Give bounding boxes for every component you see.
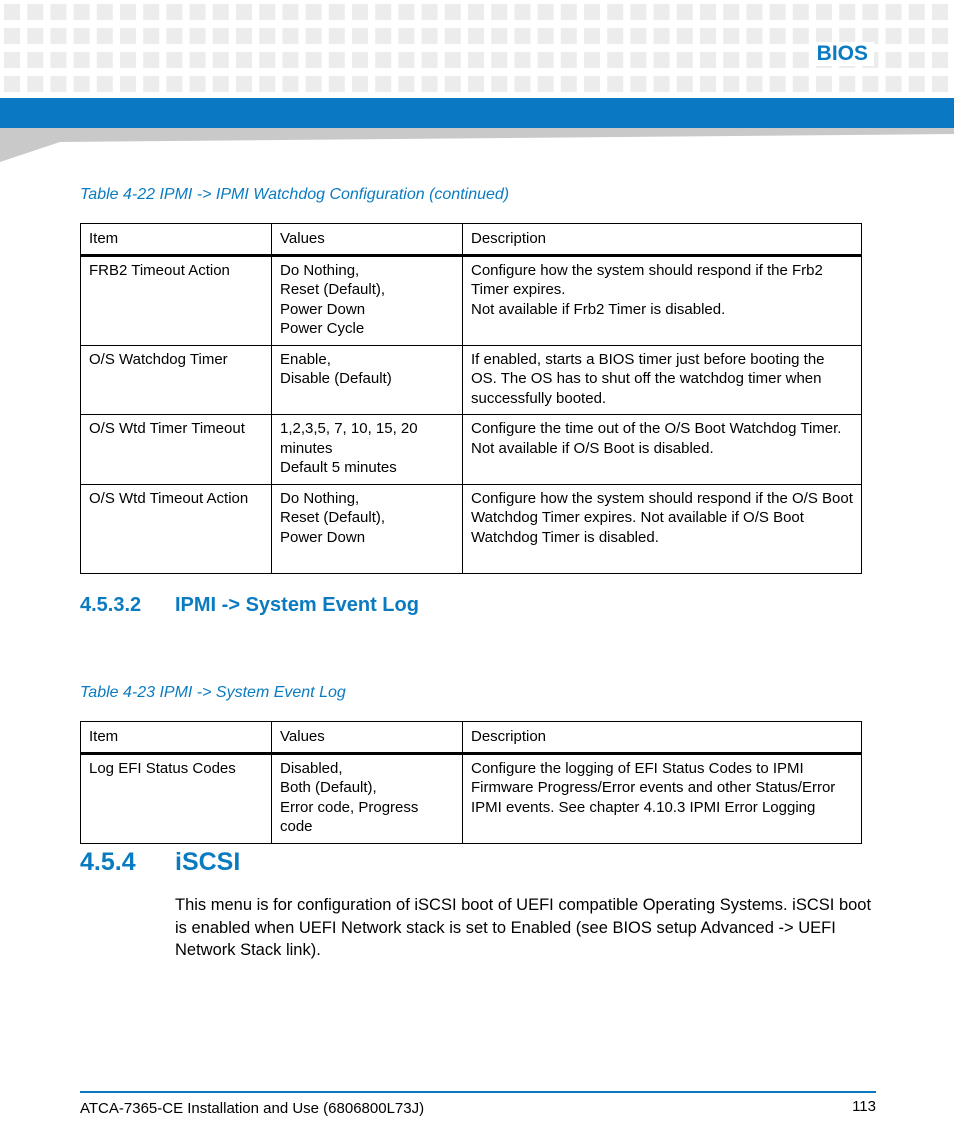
header-pattern-square [329, 28, 345, 44]
header-pattern-square [190, 4, 206, 20]
header-pattern-square [4, 76, 20, 92]
header-pattern-square [143, 52, 159, 68]
header-pattern-square [445, 52, 461, 68]
description-cell [463, 753, 862, 843]
column-header: Values [272, 224, 463, 256]
header-pattern-square [468, 4, 484, 20]
header-pattern-square [793, 4, 809, 20]
header-pattern-square [74, 52, 90, 68]
header-pattern-square [166, 4, 182, 20]
header-pattern-square [700, 28, 716, 44]
header-pattern-square [607, 28, 623, 44]
header-pattern-square [259, 76, 275, 92]
header-pattern-square [422, 76, 438, 92]
header-pattern-square [514, 52, 530, 68]
values-cell [272, 255, 463, 345]
header-pattern-square [770, 4, 786, 20]
header-pattern-square [97, 4, 113, 20]
header-pattern-square [97, 76, 113, 92]
header-pattern-square [561, 76, 577, 92]
value-line: Error code, Progress code [280, 798, 419, 835]
header-pattern-square [120, 76, 136, 92]
section-heading [80, 848, 240, 877]
header-pattern-square [932, 28, 948, 44]
header-pattern-square [120, 4, 136, 20]
header-pattern-square [236, 28, 252, 44]
header-pattern-square [143, 76, 159, 92]
header-pattern-square [213, 28, 229, 44]
header-pattern-square [375, 52, 391, 68]
header-pattern-square [445, 4, 461, 20]
section-body: This menu is for configuration of iSCSI boot of UEFI compatible Operating Systems. iSCSI boot is enabled when UEFI Network stack is set to Enabled (see BIOS setup Advanced -> UEFI Network Stack link). [175, 896, 872, 959]
header-pattern-square [491, 28, 507, 44]
values-cell [272, 484, 463, 573]
header-pattern-square [352, 4, 368, 20]
section-label: BIOS [811, 42, 874, 66]
header-pattern-square [654, 76, 670, 92]
header-pattern-square [468, 76, 484, 92]
header-pattern-square [190, 76, 206, 92]
description-cell [463, 484, 862, 573]
header-pattern-square [561, 4, 577, 20]
header-pattern-square [27, 76, 43, 92]
header-pattern-square [932, 4, 948, 20]
header-pattern-square [793, 52, 809, 68]
header-pattern-square [723, 28, 739, 44]
header-pattern-square [166, 76, 182, 92]
header-pattern-square [213, 4, 229, 20]
header-pattern-square [143, 28, 159, 44]
header-pattern-square [630, 28, 646, 44]
header-pattern-square [630, 4, 646, 20]
values-cell [272, 345, 463, 415]
section-heading [80, 594, 419, 617]
header-pattern-square [909, 76, 925, 92]
value-line: Reset (Default), [280, 509, 386, 526]
header-pattern-square [909, 4, 925, 20]
header-pattern-square [538, 28, 554, 44]
header-pattern-square [886, 76, 902, 92]
header-pattern-square [491, 76, 507, 92]
item-cell: FRB2 Timeout Action [81, 255, 272, 345]
header-pattern-square [74, 28, 90, 44]
header-pattern-square [677, 52, 693, 68]
header-pattern-square [909, 52, 925, 68]
header-pattern-square [398, 28, 414, 44]
header-pattern-square [120, 52, 136, 68]
header-pattern-square [746, 4, 762, 20]
value-line: Power Cycle [280, 320, 365, 337]
header-pattern-square [677, 28, 693, 44]
header-pattern-square [422, 28, 438, 44]
table-header-row [81, 224, 862, 256]
header-pattern-square [375, 28, 391, 44]
column-header: Values [272, 722, 463, 754]
header-pattern-square [329, 76, 345, 92]
header-pattern-square [584, 4, 600, 20]
header-pattern-square [236, 76, 252, 92]
header-pattern-square [445, 28, 461, 44]
header-pattern-square [468, 28, 484, 44]
header-pattern-square [491, 52, 507, 68]
header-pattern-square [120, 28, 136, 44]
value-line: Both (Default), [280, 779, 377, 796]
table-caption: Table 4-22 IPMI -> IPMI Watchdog Configuration (continued) [80, 186, 510, 203]
header-pattern-square [166, 52, 182, 68]
header-pattern-square [422, 4, 438, 20]
header-pattern-square [630, 76, 646, 92]
header-pattern-square [607, 76, 623, 92]
header-pattern-square [306, 28, 322, 44]
header-pattern-square [538, 76, 554, 92]
header-pattern-square [514, 4, 530, 20]
header-pattern-square [213, 52, 229, 68]
value-line: Default 5 minutes [280, 459, 397, 476]
header-pattern-square [770, 28, 786, 44]
header-pattern-square [50, 52, 66, 68]
header-pattern-square [27, 4, 43, 20]
watchdog-table [80, 223, 862, 574]
value-line: Enable, [280, 350, 331, 368]
table-row [81, 255, 862, 345]
header-pattern-square [352, 52, 368, 68]
header-pattern-square [398, 52, 414, 68]
header-pattern-square [445, 76, 461, 92]
header-pattern-square [282, 52, 298, 68]
header-pattern-square [97, 52, 113, 68]
header-pattern-square [398, 4, 414, 20]
description-line: Configure the logging of EFI Status Codes to IPMI Firmware Progress/Error events and other Status/Error IPMI events. See chapter 4.10.3 IPMI Error Logging [471, 759, 836, 816]
header-pattern-square [793, 28, 809, 44]
header-pattern-square [677, 4, 693, 20]
header-pattern-square [723, 52, 739, 68]
table-row [81, 345, 862, 415]
header-pattern-square [375, 4, 391, 20]
value-line: Power Down [280, 300, 366, 318]
description-cell [463, 415, 862, 485]
footer-document-title: ATCA-7365-CE Installation and Use (6806800L73J) [80, 1100, 425, 1117]
values-cell [272, 415, 463, 485]
header-pattern-square [886, 52, 902, 68]
description-cell [463, 255, 862, 345]
header-band [0, 98, 954, 128]
header-pattern-square [259, 4, 275, 20]
header-pattern-square [74, 76, 90, 92]
header-pattern-square [50, 76, 66, 92]
header-pattern-square [886, 4, 902, 20]
header-pattern-square [190, 52, 206, 68]
item-cell: Log EFI Status Codes [81, 753, 272, 843]
footer-rule [80, 1091, 876, 1093]
header-pattern-square [700, 76, 716, 92]
value-line: Do Nothing, [280, 261, 360, 279]
header-pattern-square [398, 76, 414, 92]
item-cell: O/S Wtd Timer Timeout [81, 415, 272, 485]
header-pattern-square [4, 28, 20, 44]
header-pattern-square [259, 52, 275, 68]
header-pattern-square [700, 4, 716, 20]
value-line: 1,2,3,5, 7, 10, 15, 20 minutes [280, 420, 418, 457]
value-line: Power Down [280, 528, 366, 546]
header-pattern-square [27, 52, 43, 68]
header-pattern-square [746, 52, 762, 68]
header-pattern-square [74, 4, 90, 20]
header-pattern-square [282, 4, 298, 20]
header-pattern-square [190, 28, 206, 44]
header-pattern-square [932, 52, 948, 68]
description-cell [463, 345, 862, 415]
header-pattern-square [375, 76, 391, 92]
description-line: If enabled, starts a BIOS timer just before booting the OS. The OS has to shut off the watchdog timer when successfully booted. [471, 350, 825, 407]
event-log-table [80, 721, 862, 844]
header-pattern-square [607, 4, 623, 20]
page-number: 113 [852, 1098, 876, 1115]
header-pattern-square [770, 76, 786, 92]
header-pattern-square [422, 52, 438, 68]
header-pattern-square [329, 4, 345, 20]
value-line: Disable (Default) [280, 370, 392, 387]
header-pattern-square [306, 4, 322, 20]
header-pattern-square [584, 28, 600, 44]
header-pattern-square [584, 76, 600, 92]
header-pattern-square [352, 76, 368, 92]
header-pattern-square [306, 52, 322, 68]
header-pattern-square [4, 52, 20, 68]
column-header: Item [81, 722, 272, 754]
header-pattern-square [723, 76, 739, 92]
header-pattern-square [166, 28, 182, 44]
table-header-row [81, 722, 862, 754]
description-line: Not available if O/S Boot is disabled. [471, 439, 714, 457]
header-pattern-square [654, 52, 670, 68]
column-header: Item [81, 224, 272, 256]
table-row [81, 484, 862, 573]
header-pattern-square [538, 52, 554, 68]
header-pattern-square [654, 4, 670, 20]
table-caption: Table 4-23 IPMI -> System Event Log [80, 684, 346, 701]
header-pattern-square [839, 76, 855, 92]
header-pattern-square [329, 52, 345, 68]
value-line: Do Nothing, [280, 489, 360, 507]
header-pattern-square [282, 76, 298, 92]
header-pattern-square [700, 52, 716, 68]
header-pattern-square [793, 76, 809, 92]
header-pattern-square [97, 28, 113, 44]
table-row [81, 415, 862, 485]
section-title: iSCSI [175, 848, 241, 876]
header-pattern-square [630, 52, 646, 68]
header-pattern-square [538, 4, 554, 20]
value-line: Reset (Default), [280, 281, 386, 298]
section-title: IPMI -> System Event Log [175, 594, 419, 616]
header-pattern-square [259, 28, 275, 44]
header-pattern-square [143, 4, 159, 20]
section-number: 4.5.4 [80, 848, 136, 876]
header-pattern-square [862, 4, 878, 20]
header-pattern-square [514, 76, 530, 92]
header-pattern-square [770, 52, 786, 68]
header-pattern-square [50, 28, 66, 44]
description-line: Not available if Frb2 Timer is disabled. [471, 300, 726, 318]
value-line: Disabled, [280, 759, 343, 777]
header-pattern-square [746, 28, 762, 44]
header-swoosh [0, 128, 954, 164]
header-pattern-square [584, 52, 600, 68]
table-row [81, 753, 862, 843]
header-pattern-square [282, 28, 298, 44]
item-cell: O/S Wtd Timeout Action [81, 484, 272, 573]
description-line: Configure the time out of the O/S Boot Watchdog Timer. [471, 420, 842, 437]
section-number: 4.5.3.2 [80, 594, 142, 616]
column-header: Description [463, 722, 862, 754]
description-line: Configure how the system should respond if the O/S Boot Watchdog Timer expires. Not available if O/S Boot Watchdog Timer is disabled. [471, 489, 853, 546]
header-pattern-square [746, 76, 762, 92]
header-pattern-square [723, 4, 739, 20]
header-pattern-square [468, 52, 484, 68]
header-pattern-square [816, 4, 832, 20]
header-pattern-square [561, 28, 577, 44]
header-pattern-square [236, 52, 252, 68]
column-header: Description [463, 224, 862, 256]
header-pattern-square [607, 52, 623, 68]
header-pattern-square [886, 28, 902, 44]
header-pattern-square [213, 76, 229, 92]
header-pattern-square [514, 28, 530, 44]
header-pattern-square [839, 4, 855, 20]
header-pattern-square [306, 76, 322, 92]
header-pattern-square [654, 28, 670, 44]
header-pattern-square [4, 4, 20, 20]
header-pattern-square [909, 28, 925, 44]
header-pattern-square [50, 4, 66, 20]
header-pattern-square [491, 4, 507, 20]
description-line: Configure how the system should respond if the Frb2 Timer expires. [471, 261, 823, 298]
header-pattern-square [677, 76, 693, 92]
values-cell [272, 753, 463, 843]
header-pattern-square [816, 76, 832, 92]
header-pattern-square [27, 28, 43, 44]
header-pattern-square [561, 52, 577, 68]
header-pattern-square [352, 28, 368, 44]
header-pattern-square [862, 76, 878, 92]
header-pattern-square [932, 76, 948, 92]
header-pattern-square [236, 4, 252, 20]
item-cell: O/S Watchdog Timer [81, 345, 272, 415]
